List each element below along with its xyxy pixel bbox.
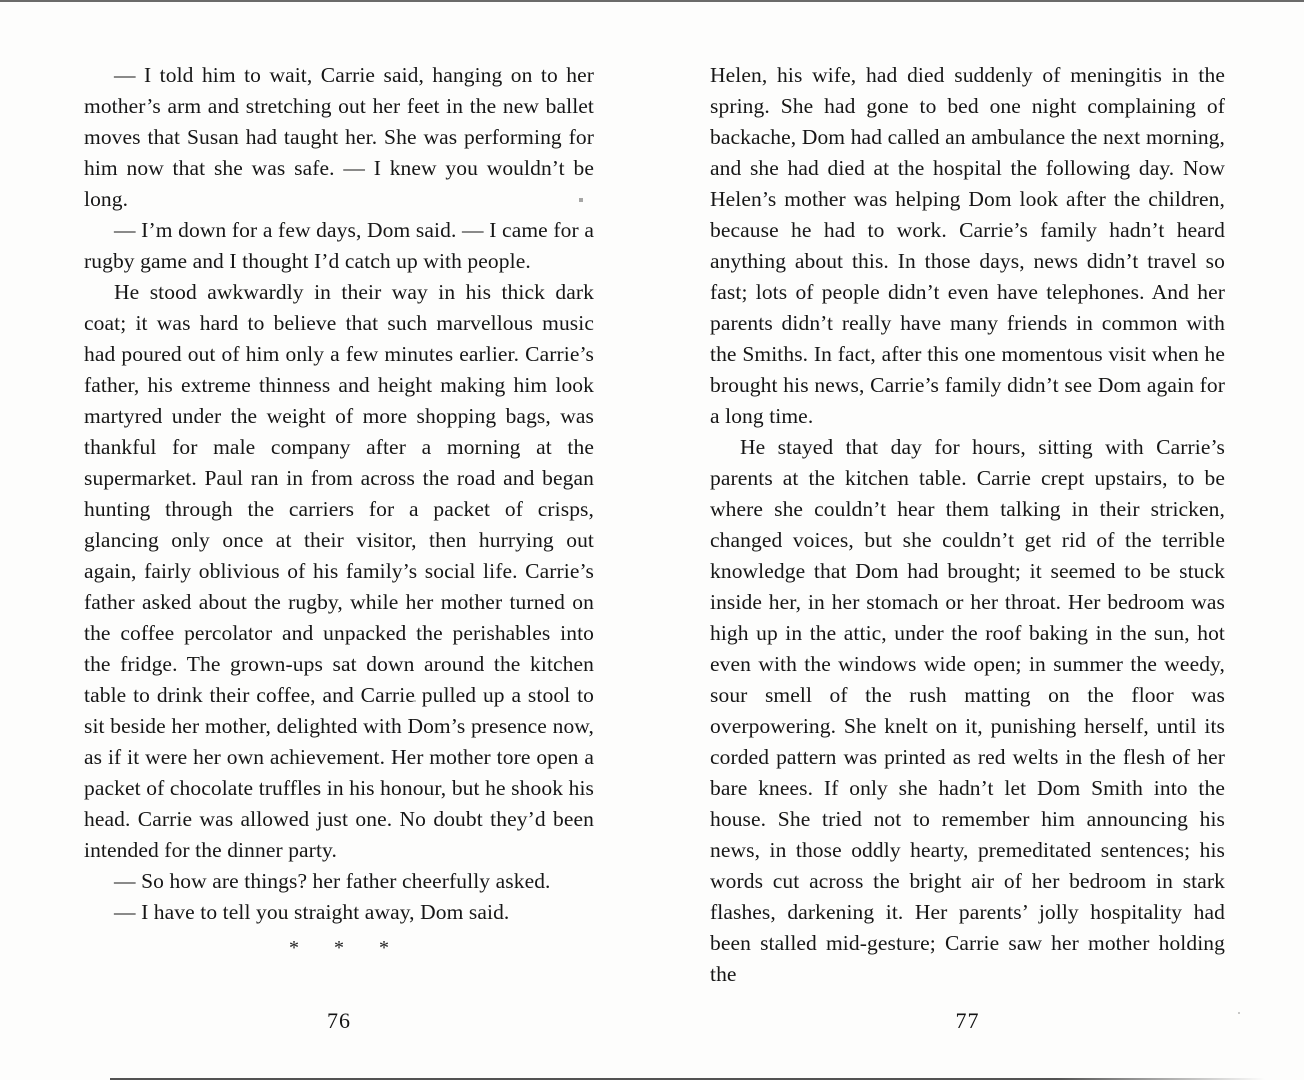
paragraph-narrative-2: He stayed that day for hours, sitting with Carrie’s parents at the kitchen table. Carrie crept upstairs, to be where she couldn’t hear them talking in their stricken, changed voices, but she couldn’t get rid of the terrible knowledge that Dom had brought; it seemed to be stuck inside her, in her stomach or her throat. Her bedroom was high up in the attic, under the roof baking in the sun, hot even with the windows wide open; in summer the weedy, sour smell of the rush matting on the floor was overpowering. She knelt on it, punishing herself, until its corded pattern was printed as red welts in the flesh of her bare knees. If only she hadn’t let Dom Smith into the house. She tried not to remember him announcing his news, in those oddly hearty, premeditated sentences; his words cut across the bright air of her bedroom in stark flashes, darkening it. Her parents’ jolly hospitality had been stalled mid-gesture; Carrie saw her mother holding the — [710, 435, 1225, 986]
paragraph-continuation: Helen, his wife, had died suddenly of meningitis in the spring. She had gone to bed one night complaining of backache, Dom had called an ambulance the next morning, and she had died at the hospital the following day. Now Helen’s mother was helping Dom look after the children, because he had to work. Carrie’s family hadn’t heard anything about this. In those days, news didn’t travel so fast; lots of people didn’t even have telephones. And her parents didn’t really have many friends in common with the Smiths. In fact, after this one momentous visit when he brought his news, Carrie’s family didn’t see Dom again for a long time. — [710, 63, 1225, 428]
scan-artifact-top-edge — [0, 0, 1304, 2]
page-left — [84, 60, 594, 1033]
page-right — [710, 60, 1225, 1033]
paragraph-narrative: He stood awkwardly in their way in his thick dark coat; it was hard to believe that such marvellous music had poured out of him only a few minutes earlier. Carrie’s father, his extreme thinness and height making him look martyred under the weight of more shopping bags, was thankful for male company after a morning at the supermarket. Paul ran in from across the road and began hunting through the carriers for a packet of crisps, glancing only once at their visitor, then hurrying out again, fairly oblivious of his family’s social life. Carrie’s father asked about the rugby, while her mother turned on the coffee percolator and unpacked the perishables into the fridge. The grown-ups sat down around the kitchen table to drink their coffee, and Carrie pulled up a stool to sit beside her mother, delighted with Dom’s presence now, as if it were her own achievement. Her mother tore open a packet of chocolate truffles in his honour, but he shook his head. Carrie was allowed just one. No doubt they’d been intended for the dinner party. — [84, 280, 594, 862]
page-number-left: 76 — [327, 1008, 351, 1033]
section-break-asterisks: * * * — [289, 937, 389, 959]
paragraph-dialogue-1: — I told him to wait, Carrie said, hanging on to her mother’s arm and stretching out her feet in the new ballet moves that Susan had taught her. She was performing for him now that she was safe. — I knew you wouldn’t be long. — [84, 63, 594, 211]
paragraph-dialogue-3: — So how are things? her father cheerfully asked. — [114, 869, 551, 893]
paragraph-dialogue-4: — I have to tell you straight away, Dom said. — [114, 900, 510, 924]
page-number-right: 77 — [955, 1008, 980, 1033]
scan-noise-specks — [0, 0, 2, 2]
paragraph-dialogue-2: — I’m down for a few days, Dom said. — I came for a rugby game and I thought I’d catch up with people. — [84, 218, 594, 273]
